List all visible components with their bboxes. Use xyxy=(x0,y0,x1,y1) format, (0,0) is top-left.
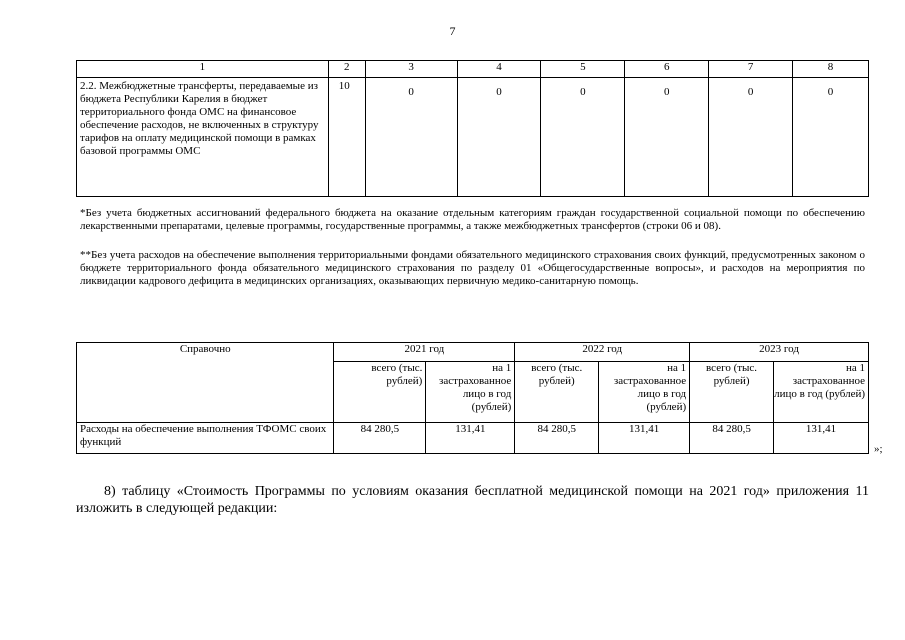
subheader-total: всего (тыс. рублей) xyxy=(690,362,774,423)
year-header: 2022 год xyxy=(515,343,690,362)
ref-header-row xyxy=(77,343,869,362)
main-table xyxy=(76,60,869,197)
year-header: 2021 год xyxy=(334,343,515,362)
value-cell: 0 xyxy=(365,78,457,197)
table-header-row xyxy=(77,61,869,78)
table-row xyxy=(77,78,869,197)
header-cell: 7 xyxy=(709,61,793,78)
value-cell: 0 xyxy=(625,78,709,197)
value-cell: 0 xyxy=(709,78,793,197)
value-cell: 84 280,5 xyxy=(515,423,599,454)
subheader-per-person: на 1 застрахованное лицо в год (рублей) xyxy=(599,362,690,423)
header-cell: 5 xyxy=(541,61,625,78)
value-cell: 84 280,5 xyxy=(690,423,774,454)
table-row xyxy=(77,423,869,454)
footnote-1: *Без учета бюджетных ассигнований федерального бюджета на оказание отдельным категориям граждан государственной социальной помощи по обеспечению лекарственными препаратами, целевые программы, государственные программы, а также межбюджетных трансфертов (строки 06 и 08). xyxy=(80,207,865,232)
row-label: 2.2. Межбюджетные трансферты, передаваемые из бюджета Республики Карелия в бюджет территориального фонда ОМС на финансовое обеспечение расходов, не включенных в структуру тарифов на оплату медицинской помощи в рамках базовой программы ОМС xyxy=(77,78,329,197)
subheader-per-person: на 1 застрахованное лицо в год (рублей) xyxy=(774,362,869,423)
footnote-2: **Без учета расходов на обеспечение выполнения территориальными фондами обязательного медицинского страхования своих функций, предусмотренных законом о бюджете территориального фонда обязательного медицинского страхования по разделу 01 «Общегосударственные вопросы», и расходов на мероприятия по ликвидации кадрового дефицита в медицинских организациях, оказывающих первичную медико-санитарную помощь. xyxy=(80,249,865,287)
header-cell: 4 xyxy=(457,61,541,78)
value-cell: 131,41 xyxy=(426,423,515,454)
header-cell: 8 xyxy=(793,61,869,78)
subheader-total: всего (тыс. рублей) xyxy=(515,362,599,423)
value-cell: 0 xyxy=(541,78,625,197)
value-cell: 131,41 xyxy=(599,423,690,454)
reference-table xyxy=(76,342,869,454)
page-number: 7 xyxy=(449,24,456,38)
body-paragraph: 8) таблицу «Стоимость Программы по условиям оказания бесплатной медицинской помощи на 2021 год» приложения 11 изложить в следующей редакции: xyxy=(76,484,869,516)
value-cell: 0 xyxy=(793,78,869,197)
ref-row-label: Расходы на обеспечение выполнения ТФОМС своих функций xyxy=(77,423,334,454)
value-cell: 0 xyxy=(457,78,541,197)
subheader-per-person: на 1 застрахованное лицо в год (рублей) xyxy=(426,362,515,423)
ref-title: Справочно xyxy=(77,343,334,423)
header-cell: 3 xyxy=(365,61,457,78)
value-cell: 131,41 xyxy=(774,423,869,454)
header-cell: 1 xyxy=(77,61,329,78)
header-cell: 6 xyxy=(625,61,709,78)
subheader-total: всего (тыс. рублей) xyxy=(334,362,426,423)
year-header: 2023 год xyxy=(690,343,869,362)
header-cell: 2 xyxy=(328,61,365,78)
value-cell: 84 280,5 xyxy=(334,423,426,454)
closing-quote: »; xyxy=(874,443,883,455)
row-line-number: 10 xyxy=(328,78,365,197)
